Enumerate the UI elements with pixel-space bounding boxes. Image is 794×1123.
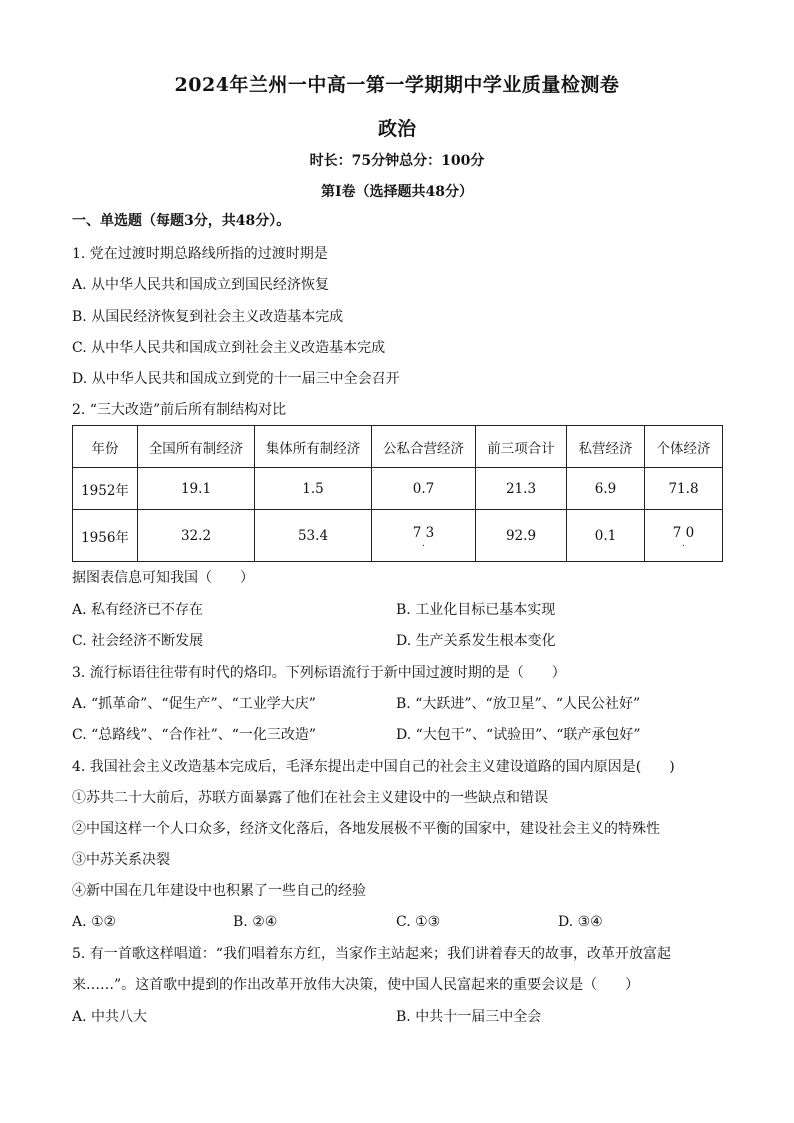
table-cell: 21.3 [476, 468, 567, 510]
table-cell: 0.1 [567, 510, 645, 562]
q3-stem: 3. 流行标语往往带有时代的烙印。下列标语流行于新中国过渡时期的是（ ） [72, 665, 566, 681]
table-cell: 92.9 [476, 510, 567, 562]
q1-stem: 1. 党在过渡时期总路线所指的过渡时期是 [72, 246, 328, 262]
q1-option-a: A. 从中华人民共和国成立到国民经济恢复 [72, 277, 330, 293]
q5-stem-line-1: 5. 有一首歌这样唱道：“我们唱着东方红，当家作主站起来；我们讲着春天的故事，改革开放富起 [72, 946, 671, 962]
q3-option-b: B. “大跃进”、“放卫星”、“人民公社好” [396, 696, 641, 712]
q4-option-a: A. ①② [72, 914, 117, 930]
table-cell: 53.4 [255, 510, 372, 562]
q4-option-b: B. ②④ [233, 914, 278, 930]
table-row [73, 510, 723, 562]
q4-statement-1: ①苏共二十大前后，苏联方面暴露了他们在社会主义建设中的一些缺点和错误 [72, 790, 548, 806]
table-cell-mark: . [422, 538, 425, 549]
table-cell: 1952年 [73, 468, 138, 510]
q2-option-d: D. 生产关系发生根本变化 [396, 633, 556, 649]
q2-option-c: C. 社会经济不断发展 [72, 633, 204, 649]
q2-prompt: 据图表信息可知我国（ ） [72, 570, 254, 586]
table-header-cell: 年份 [73, 426, 138, 468]
table-cell-mark: . [682, 538, 685, 549]
q3-option-a: A. “抓革命”、“促生产”、“工业学大庆” [72, 696, 316, 712]
q2-option-b: B. 工业化目标已基本实现 [396, 602, 556, 618]
subject-title: 政治 [377, 118, 416, 140]
q4-statement-3: ③中苏关系决裂 [72, 852, 170, 868]
q3-option-d: D. “大包干”、“试验田”、“联产承包好” [396, 727, 641, 743]
q4-statement-4: ④新中国在几年建设中也积累了一些自己的经验 [72, 883, 366, 899]
table-cell: 1.5 [255, 468, 372, 510]
section-heading: 一、单选题（每题3分，共48分）。 [72, 213, 291, 229]
q1-option-c: C. 从中华人民共和国成立到社会主义改造基本完成 [72, 340, 386, 356]
q5-stem-line-2: 来……”。这首歌中提到的作出改革开放伟大决策，使中国人民富起来的重要会议是（ ） [72, 977, 640, 993]
q4-option-c: C. ①③ [396, 914, 441, 930]
table-cell-value: 7 0 [672, 524, 695, 541]
table-cell: 71.8 [645, 468, 723, 510]
q4-statement-2: ②中国这样一个人口众多，经济文化落后，各地发展极不平衡的国家中，建设社会主义的特殊性 [72, 821, 660, 837]
table-cell [645, 510, 723, 562]
table-cell: 6.9 [567, 468, 645, 510]
table-header-cell: 全国所有制经济 [138, 426, 255, 468]
table-row [73, 468, 723, 510]
q1-option-d: D. 从中华人民共和国成立到党的十一届三中全会召开 [72, 371, 400, 387]
q4-option-d: D. ③④ [558, 914, 603, 930]
q3-option-c: C. “总路线”、“合作社”、“一化三改造” [72, 727, 317, 743]
table-header-cell: 前三项合计 [476, 426, 567, 468]
ownership-table [72, 425, 723, 562]
table-cell [372, 510, 476, 562]
q4-stem: 4. 我国社会主义改造基本完成后，毛泽东提出走中国自己的社会主义建设道路的国内原因是( ) [72, 759, 675, 775]
table-cell: 32.2 [138, 510, 255, 562]
table-cell-value: 7 3 [412, 524, 435, 541]
table-header-cell: 集体所有制经济 [255, 426, 372, 468]
q1-option-b: B. 从国民经济恢复到社会主义改造基本完成 [72, 309, 344, 325]
q2-option-a: A. 私有经济已不存在 [72, 602, 204, 618]
exam-title: 2024年兰州一中高一第一学期期中学业质量检测卷 [174, 74, 620, 96]
q5-option-b: B. 中共十一届三中全会 [396, 1009, 542, 1025]
table-header-cell: 个体经济 [645, 426, 723, 468]
table-cell: 0.7 [372, 468, 476, 510]
exam-meta: 时长：75分钟总分：100分 [309, 153, 485, 169]
table-header-cell: 公私合营经济 [372, 426, 476, 468]
table-cell: 1956年 [73, 510, 138, 562]
table-header-row [73, 426, 723, 468]
table-header-cell: 私营经济 [567, 426, 645, 468]
part-title: 第Ⅰ卷（选择题共48分） [320, 184, 474, 200]
q2-stem: 2. “三大改造”前后所有制结构对比 [72, 402, 287, 418]
table-cell: 19.1 [138, 468, 255, 510]
q5-option-a: A. 中共八大 [72, 1009, 148, 1025]
